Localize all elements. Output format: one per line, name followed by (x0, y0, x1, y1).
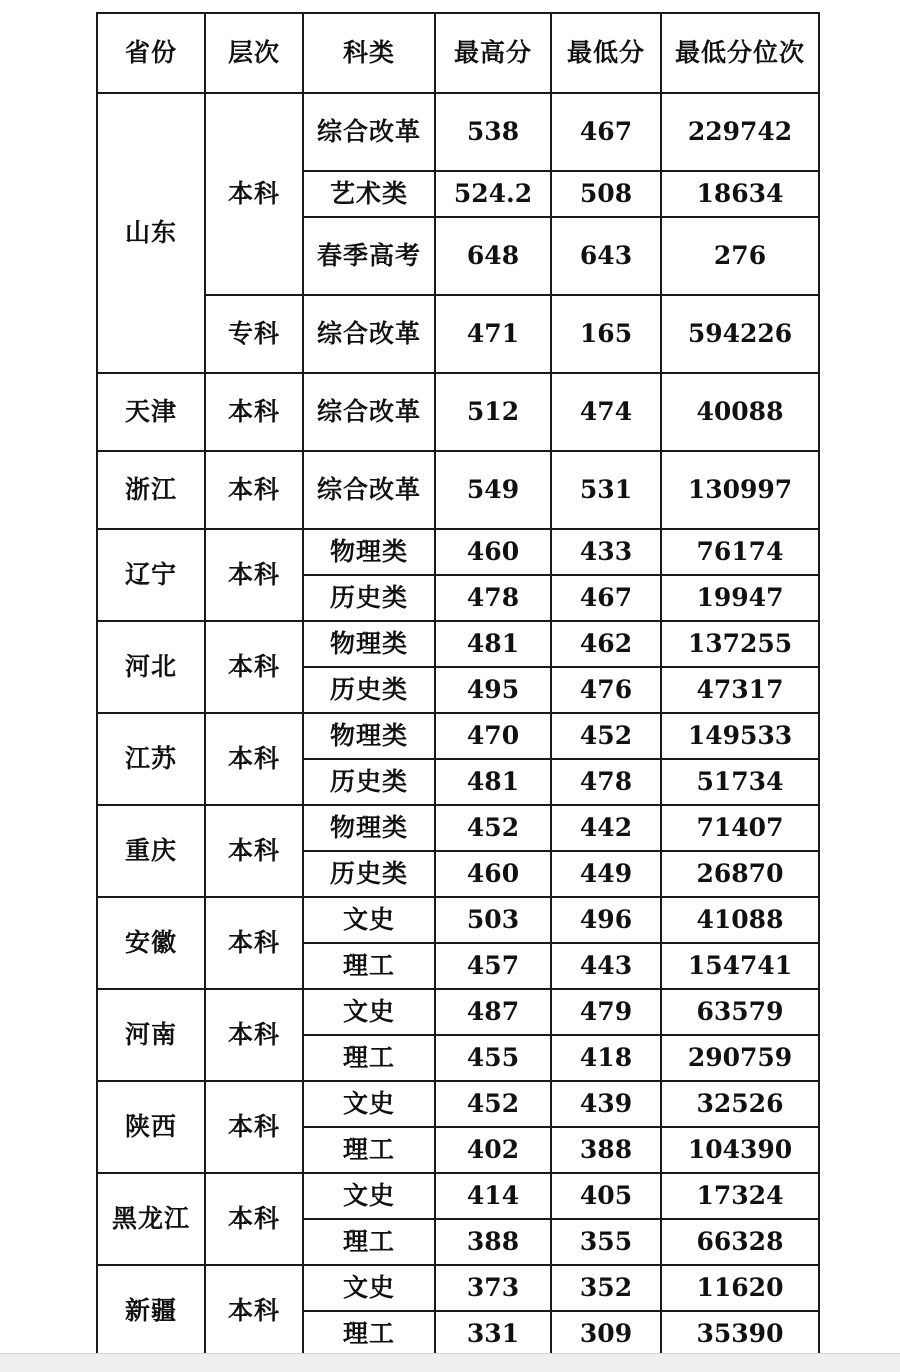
min-rank-cell: 18634 (661, 171, 819, 217)
category-cell: 文史 (303, 1081, 435, 1127)
table-row (97, 529, 819, 575)
max-score-cell: 549 (435, 451, 551, 529)
max-score-cell: 487 (435, 989, 551, 1035)
category-cell: 综合改革 (303, 451, 435, 529)
min-score-cell: 352 (551, 1265, 661, 1311)
min-rank-cell: 66328 (661, 1219, 819, 1265)
header-province: 省份 (97, 13, 205, 93)
province-cell: 浙江 (97, 451, 205, 529)
min-rank-cell: 40088 (661, 373, 819, 451)
min-rank-cell: 63579 (661, 989, 819, 1035)
header-max-score: 最高分 (435, 13, 551, 93)
min-rank-cell: 51734 (661, 759, 819, 805)
table-row (97, 713, 819, 759)
level-cell: 本科 (205, 621, 303, 713)
table-row (97, 295, 819, 373)
admission-score-table (96, 12, 820, 1358)
min-score-cell: 508 (551, 171, 661, 217)
level-cell: 本科 (205, 93, 303, 295)
province-cell: 辽宁 (97, 529, 205, 621)
min-score-cell: 355 (551, 1219, 661, 1265)
max-score-cell: 414 (435, 1173, 551, 1219)
category-cell: 综合改革 (303, 373, 435, 451)
min-rank-cell: 35390 (661, 1311, 819, 1357)
min-score-cell: 643 (551, 217, 661, 295)
min-score-cell: 467 (551, 93, 661, 171)
max-score-cell: 402 (435, 1127, 551, 1173)
category-cell: 艺术类 (303, 171, 435, 217)
min-score-cell: 165 (551, 295, 661, 373)
min-score-cell: 388 (551, 1127, 661, 1173)
header-row (97, 13, 819, 93)
min-score-cell: 531 (551, 451, 661, 529)
max-score-cell: 524.2 (435, 171, 551, 217)
level-cell: 本科 (205, 897, 303, 989)
max-score-cell: 455 (435, 1035, 551, 1081)
max-score-cell: 331 (435, 1311, 551, 1357)
category-cell: 理工 (303, 1127, 435, 1173)
min-score-cell: 479 (551, 989, 661, 1035)
min-rank-cell: 26870 (661, 851, 819, 897)
min-rank-cell: 130997 (661, 451, 819, 529)
max-score-cell: 471 (435, 295, 551, 373)
level-cell: 本科 (205, 713, 303, 805)
table-row (97, 93, 819, 171)
min-rank-cell: 154741 (661, 943, 819, 989)
max-score-cell: 373 (435, 1265, 551, 1311)
min-rank-cell: 137255 (661, 621, 819, 667)
category-cell: 理工 (303, 1035, 435, 1081)
header-min-rank: 最低分位次 (661, 13, 819, 93)
min-score-cell: 449 (551, 851, 661, 897)
level-cell: 专科 (205, 295, 303, 373)
min-rank-cell: 594226 (661, 295, 819, 373)
max-score-cell: 481 (435, 759, 551, 805)
category-cell: 春季高考 (303, 217, 435, 295)
min-rank-cell: 290759 (661, 1035, 819, 1081)
province-cell: 河北 (97, 621, 205, 713)
category-cell: 物理类 (303, 713, 435, 759)
province-cell: 重庆 (97, 805, 205, 897)
max-score-cell: 481 (435, 621, 551, 667)
min-rank-cell: 276 (661, 217, 819, 295)
min-score-cell: 496 (551, 897, 661, 943)
max-score-cell: 470 (435, 713, 551, 759)
province-cell: 山东 (97, 93, 205, 373)
province-cell: 河南 (97, 989, 205, 1081)
category-cell: 文史 (303, 897, 435, 943)
level-cell: 本科 (205, 373, 303, 451)
min-score-cell: 442 (551, 805, 661, 851)
min-rank-cell: 32526 (661, 1081, 819, 1127)
table-row (97, 1081, 819, 1127)
province-cell: 天津 (97, 373, 205, 451)
table-row (97, 621, 819, 667)
province-cell: 安徽 (97, 897, 205, 989)
min-score-cell: 452 (551, 713, 661, 759)
table-row (97, 1173, 819, 1219)
min-score-cell: 478 (551, 759, 661, 805)
min-rank-cell: 41088 (661, 897, 819, 943)
category-cell: 历史类 (303, 667, 435, 713)
level-cell: 本科 (205, 451, 303, 529)
table-row (97, 897, 819, 943)
min-rank-cell: 229742 (661, 93, 819, 171)
max-score-cell: 503 (435, 897, 551, 943)
table-row (97, 1265, 819, 1311)
min-rank-cell: 17324 (661, 1173, 819, 1219)
min-score-cell: 405 (551, 1173, 661, 1219)
min-score-cell: 462 (551, 621, 661, 667)
min-rank-cell: 71407 (661, 805, 819, 851)
table-row (97, 805, 819, 851)
level-cell: 本科 (205, 1265, 303, 1357)
category-cell: 物理类 (303, 805, 435, 851)
level-cell: 本科 (205, 529, 303, 621)
min-score-cell: 418 (551, 1035, 661, 1081)
min-score-cell: 309 (551, 1311, 661, 1357)
min-rank-cell: 11620 (661, 1265, 819, 1311)
min-score-cell: 474 (551, 373, 661, 451)
category-cell: 物理类 (303, 621, 435, 667)
min-score-cell: 433 (551, 529, 661, 575)
max-score-cell: 495 (435, 667, 551, 713)
max-score-cell: 460 (435, 529, 551, 575)
province-cell: 新疆 (97, 1265, 205, 1357)
min-score-cell: 443 (551, 943, 661, 989)
max-score-cell: 388 (435, 1219, 551, 1265)
level-cell: 本科 (205, 1173, 303, 1265)
header-min-score: 最低分 (551, 13, 661, 93)
table-row (97, 373, 819, 451)
category-cell: 文史 (303, 1173, 435, 1219)
category-cell: 文史 (303, 1265, 435, 1311)
category-cell: 历史类 (303, 759, 435, 805)
category-cell: 理工 (303, 943, 435, 989)
max-score-cell: 478 (435, 575, 551, 621)
province-cell: 黑龙江 (97, 1173, 205, 1265)
min-rank-cell: 19947 (661, 575, 819, 621)
province-cell: 陕西 (97, 1081, 205, 1173)
max-score-cell: 452 (435, 1081, 551, 1127)
viewer-bottom-strip (0, 1353, 900, 1372)
category-cell: 文史 (303, 989, 435, 1035)
min-score-cell: 439 (551, 1081, 661, 1127)
category-cell: 综合改革 (303, 295, 435, 373)
min-rank-cell: 149533 (661, 713, 819, 759)
max-score-cell: 648 (435, 217, 551, 295)
max-score-cell: 460 (435, 851, 551, 897)
category-cell: 综合改革 (303, 93, 435, 171)
header-level: 层次 (205, 13, 303, 93)
table-row (97, 989, 819, 1035)
level-cell: 本科 (205, 1081, 303, 1173)
level-cell: 本科 (205, 989, 303, 1081)
category-cell: 历史类 (303, 851, 435, 897)
score-table-container (96, 12, 818, 1358)
header-category: 科类 (303, 13, 435, 93)
category-cell: 历史类 (303, 575, 435, 621)
level-cell: 本科 (205, 805, 303, 897)
province-cell: 江苏 (97, 713, 205, 805)
max-score-cell: 512 (435, 373, 551, 451)
min-rank-cell: 104390 (661, 1127, 819, 1173)
min-score-cell: 467 (551, 575, 661, 621)
category-cell: 理工 (303, 1311, 435, 1357)
min-rank-cell: 47317 (661, 667, 819, 713)
min-score-cell: 476 (551, 667, 661, 713)
table-row (97, 451, 819, 529)
max-score-cell: 452 (435, 805, 551, 851)
min-rank-cell: 76174 (661, 529, 819, 575)
category-cell: 物理类 (303, 529, 435, 575)
category-cell: 理工 (303, 1219, 435, 1265)
max-score-cell: 457 (435, 943, 551, 989)
max-score-cell: 538 (435, 93, 551, 171)
